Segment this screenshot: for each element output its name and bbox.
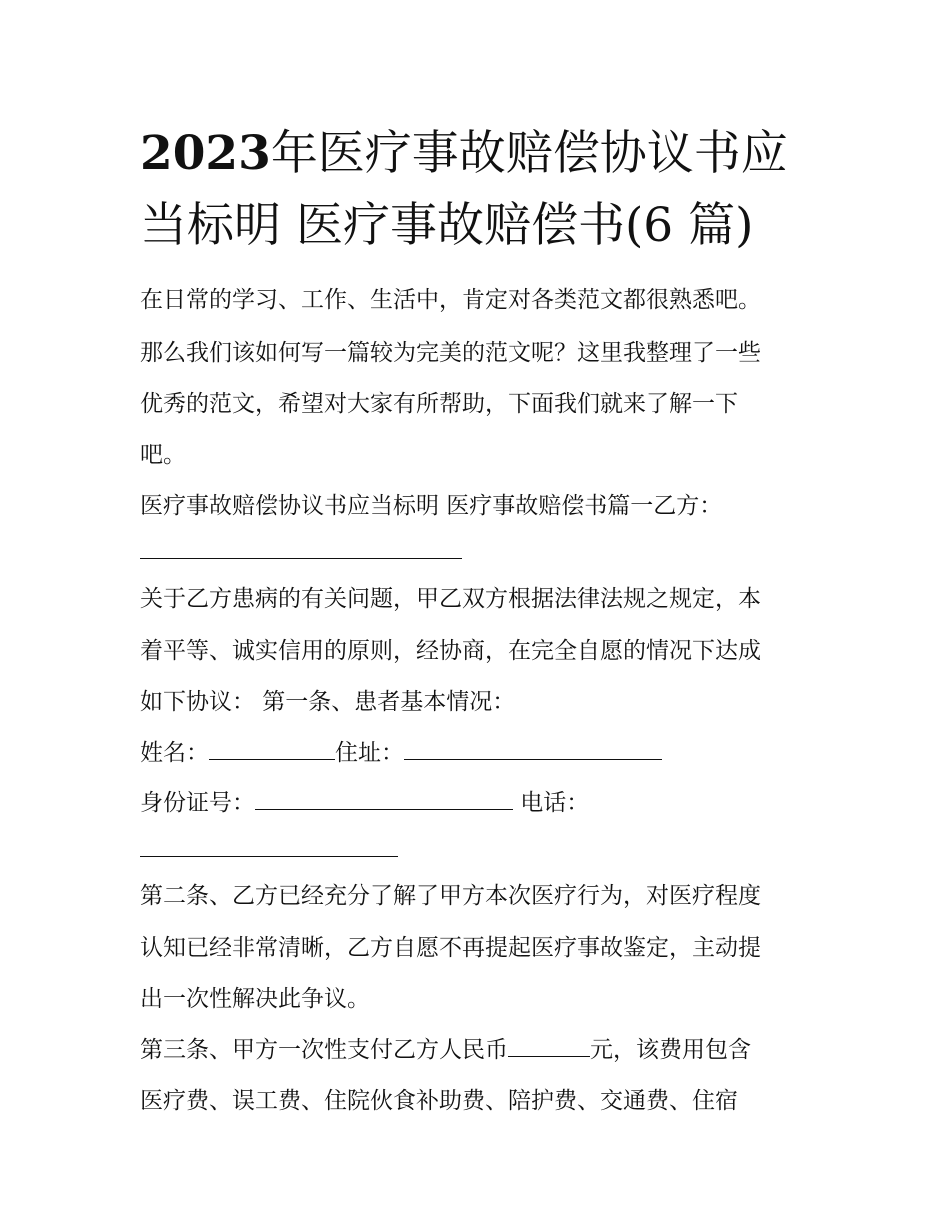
phone-label: 电话： [513, 790, 590, 816]
document-title [140, 118, 820, 262]
title-year: 2023 [140, 126, 271, 181]
id-phone-line [140, 787, 820, 819]
para2-line-3: 出一次性解决此争议。 [140, 986, 370, 1012]
id-label: 身份证号： [140, 790, 255, 816]
intro-line-2: 那么我们该如何写一篇较为完美的范文呢？这里我整理了一些 [140, 340, 761, 366]
intro-line-3: 优秀的范文，希望对大家有所帮助，下面我们就来了解一下 [140, 391, 738, 417]
phone-blank [140, 834, 398, 857]
para1-line-1: 关于乙方患病的有关问题，甲乙双方根据法律法规之规定，本 [140, 586, 761, 612]
title-line2: 当标明 医疗事故赔偿书(6 篇) [140, 198, 754, 253]
para1-line-2: 着平等、诚实信用的原则，经协商，在完全自愿的情况下达成 [140, 638, 761, 664]
para2-line-1: 第二条、乙方已经充分了解了甲方本次医疗行为，对医疗程度 [140, 883, 761, 909]
para2-line-2: 认知已经非常清晰，乙方自愿不再提起医疗事故鉴定，主动提 [140, 935, 761, 961]
party-b-blank-line [140, 536, 820, 568]
name-address-line [140, 737, 820, 769]
amount-blank [508, 1034, 590, 1057]
para3-line-1 [140, 1034, 820, 1066]
address-blank [404, 737, 662, 760]
para1-line-3: 如下协议： 第一条、患者基本情况： [140, 689, 516, 715]
title-line1-text: 年医疗事故赔偿协议书应 [270, 126, 788, 181]
phone-blank-line [140, 834, 820, 866]
party-b-blank [140, 536, 462, 559]
id-blank [255, 787, 513, 810]
intro-line-4: 吧。 [140, 442, 186, 468]
address-label: 住址： [335, 740, 404, 766]
para3-line-2: 医疗费、误工费、住院伙食补助费、陪护费、交通费、住宿 [140, 1088, 738, 1114]
para3-prefix: 第三条、甲方一次性支付乙方人民币 [140, 1037, 508, 1063]
section-heading: 医疗事故赔偿协议书应当标明 医疗事故赔偿书篇一乙方： [140, 493, 723, 519]
name-label: 姓名： [140, 740, 209, 766]
para3-suffix: 元，该费用包含 [590, 1037, 751, 1063]
intro-line-1: 在日常的学习、工作、生活中，肯定对各类范文都很熟悉吧。 [140, 287, 761, 313]
name-blank [209, 737, 335, 760]
